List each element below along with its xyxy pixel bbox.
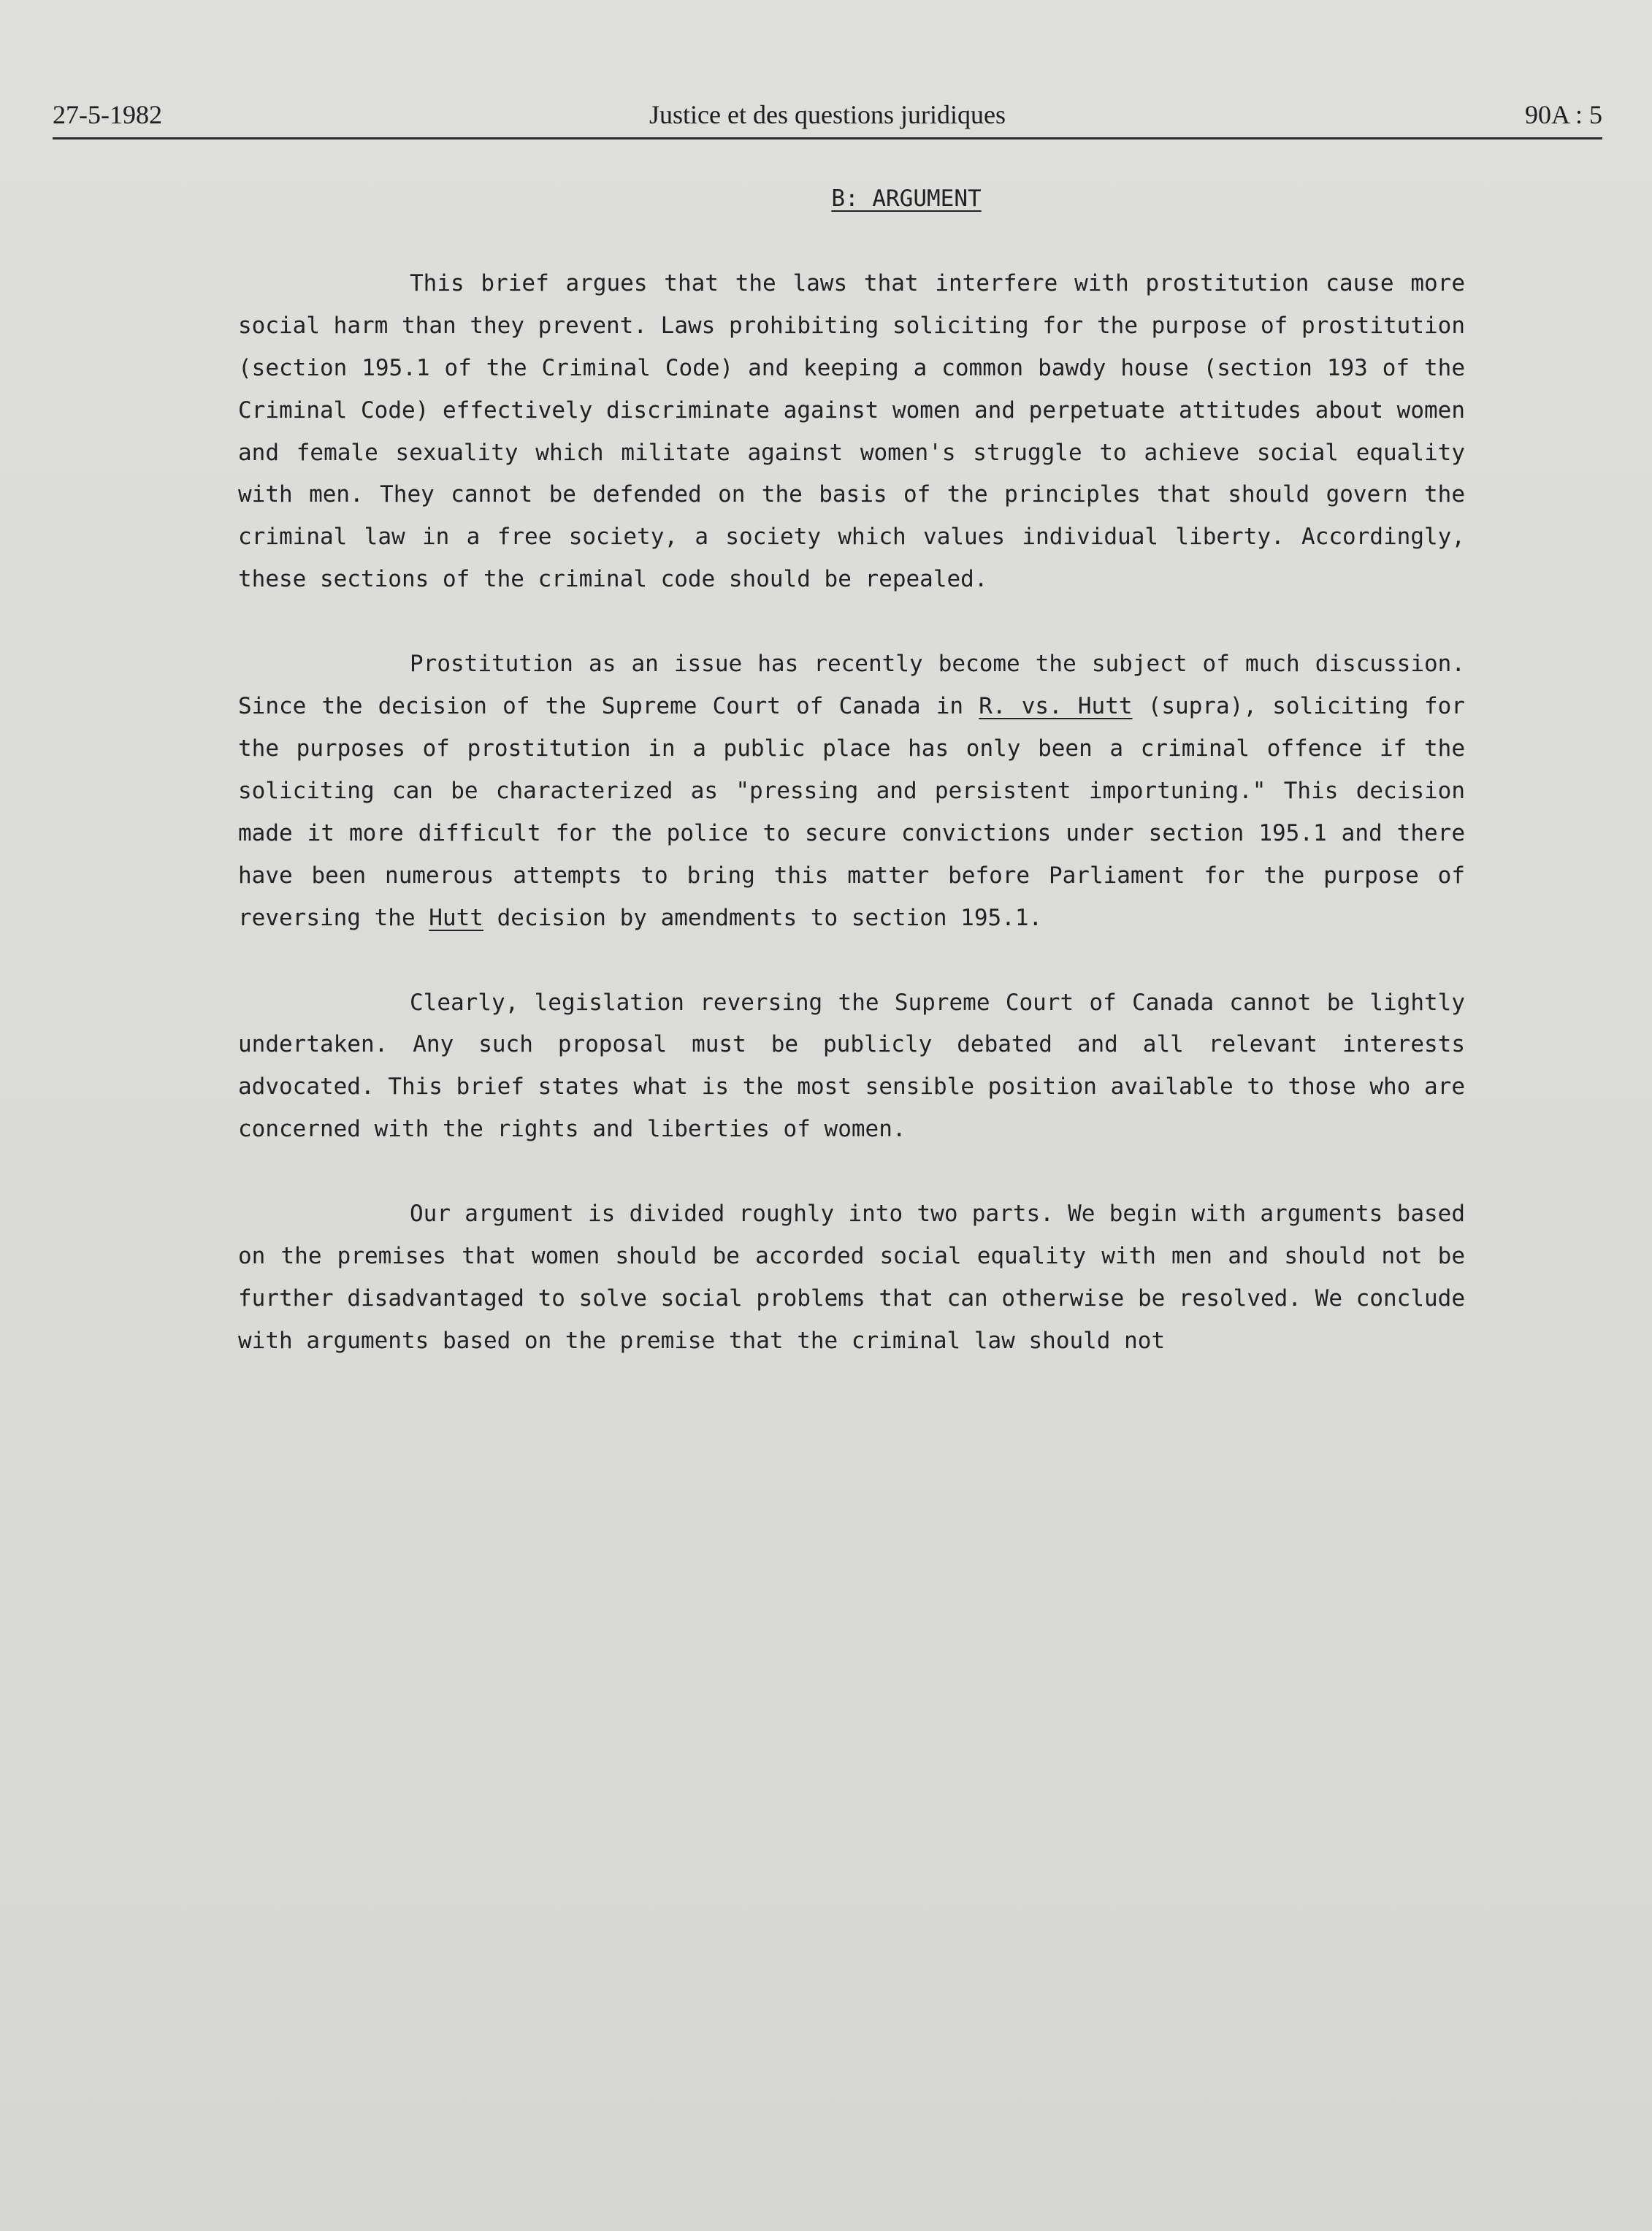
case-name-hutt: Hutt <box>429 904 483 931</box>
header-title: Justice et des questions juridiques <box>649 100 1006 129</box>
section-heading <box>238 178 1465 221</box>
paragraph-4: Our argument is divided roughly into two parts. We begin with arguments based on the premises that women should be accorded social equality with men and should not be further disadvantaged to solve social problems that can otherwise be resolved. We conclude with arguments based on the premise that the criminal law should not <box>238 1201 1465 1354</box>
header-page-ref: 90A : 5 <box>1524 100 1602 129</box>
section-heading-text: B: ARGUMENT <box>831 185 982 212</box>
paragraph-2-part-a: Prostitution as an issue has recently become the subject of much discussion. Since the decision of the Supreme Court of Canada in <box>238 651 1465 720</box>
paragraph-2-part-c: decision by amendments to section 195.1. <box>483 904 1043 931</box>
paragraph-3: Clearly, legislation reversing the Supreme Court of Canada cannot be lightly undertaken. Any such proposal must be publicly debated and all relevant interests advocated. This brief states what is the most sensible position available to those who are concerned with the rights and liberties of women. <box>238 989 1465 1143</box>
page-header <box>53 96 1602 139</box>
document-body <box>238 178 1465 1405</box>
case-citation: R. vs. Hutt <box>979 693 1133 720</box>
paragraph-2 <box>238 643 1465 939</box>
paragraph-1: This brief argues that the laws that interfere with prostitution cause more social harm than they prevent. Laws prohibiting soliciting for the purpose of prostitution (section 195.1 of the Criminal Code) and keeping a common bawdy house (section 193 of the Criminal Code) effectively discriminate against women and perpetuate attitudes about women and female sexuality which militate against women's struggle to achieve social equality with men. They cannot be defended on the basis of the principles that should govern the criminal law in a free society, a society which values individual liberty. Accordingly, these sections of the criminal code should be repealed. <box>238 269 1465 593</box>
paragraph-2-part-b: (supra), soliciting for the purposes of prostitution in a public place has only been a criminal offence if the soliciting can be characterized as "pressing and persistent importuning." This decision made it more difficult for the police to secure convictions under section 195.1 and there have been numerous attempts to bring this matter before Parliament for the purpose of reversing the <box>238 693 1465 931</box>
header-date: 27-5-1982 <box>53 100 162 129</box>
